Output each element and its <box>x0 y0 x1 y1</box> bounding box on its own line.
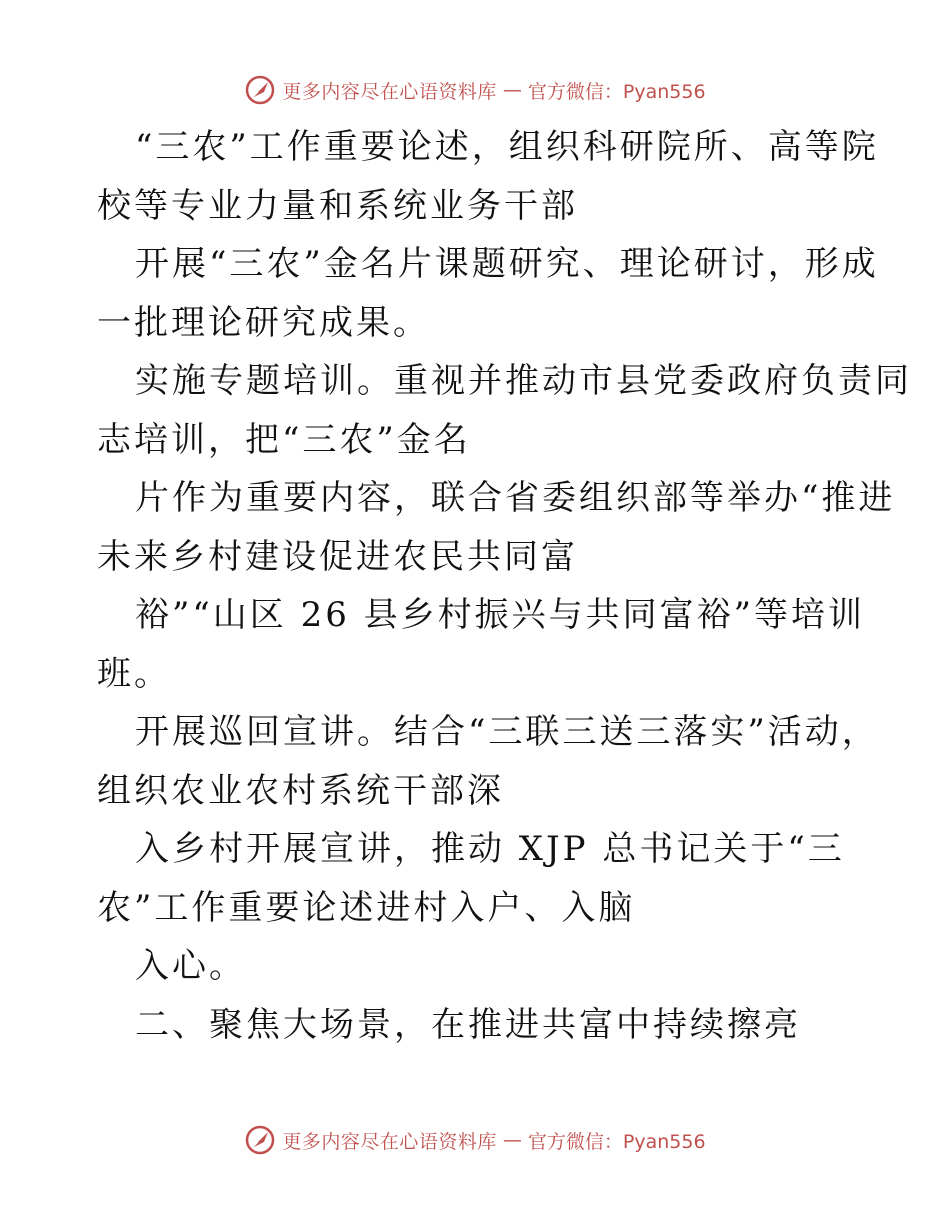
body-line: 入心。 <box>135 946 246 986</box>
body-line: 开展“三农”金名片课题研究、理论研讨，形成 <box>135 244 879 284</box>
section-heading: 二、聚焦大场景，在推进共富中持续擦亮 <box>135 1004 801 1045</box>
body-line: 开展巡回宣讲。结合“三联三送三落实”活动， <box>135 712 879 752</box>
body-line: 校等专业力量和系统业务干部 <box>97 185 578 226</box>
body-line: 未来乡村建设促进农民共同富 <box>97 536 578 577</box>
body-line: 组织农业农村系统干部深 <box>97 770 504 811</box>
footer-banner <box>0 1120 950 1160</box>
body-line: 志培训，把“三农”金名 <box>97 419 471 460</box>
banner-wechat-text: 官方微信：Pyan556 <box>527 80 706 103</box>
header-banner <box>0 70 950 110</box>
body-line: 片作为重要内容，联合省委组织部等举办“推进 <box>135 478 896 518</box>
body-line: 农”工作重要论述进村入户、入脑 <box>97 887 636 928</box>
body-line: 实施专题培训。重视并推动市县党委政府负责同 <box>135 361 912 401</box>
banner-separator: — <box>502 79 522 101</box>
banner-wechat-text: 官方微信：Pyan556 <box>527 1130 706 1153</box>
quill-logo-icon <box>244 1124 276 1156</box>
quill-logo-icon <box>244 74 276 106</box>
banner-separator: — <box>502 1129 522 1151</box>
body-line: 入乡村开展宣讲，推动 XJP 总书记关于“三 <box>135 829 845 869</box>
body-line: 一批理论研究成果。 <box>97 302 430 343</box>
document-body <box>97 118 912 1054</box>
body-line: 裕”“山区 26 县乡村振兴与共同富裕”等培训 <box>135 595 866 635</box>
body-line: “三农”工作重要论述，组织科研院所、高等院 <box>135 127 879 167</box>
body-line: 班。 <box>97 653 171 694</box>
banner-site-text: 更多内容尽在心语资料库 <box>282 1130 497 1153</box>
banner-site-text: 更多内容尽在心语资料库 <box>282 80 497 103</box>
